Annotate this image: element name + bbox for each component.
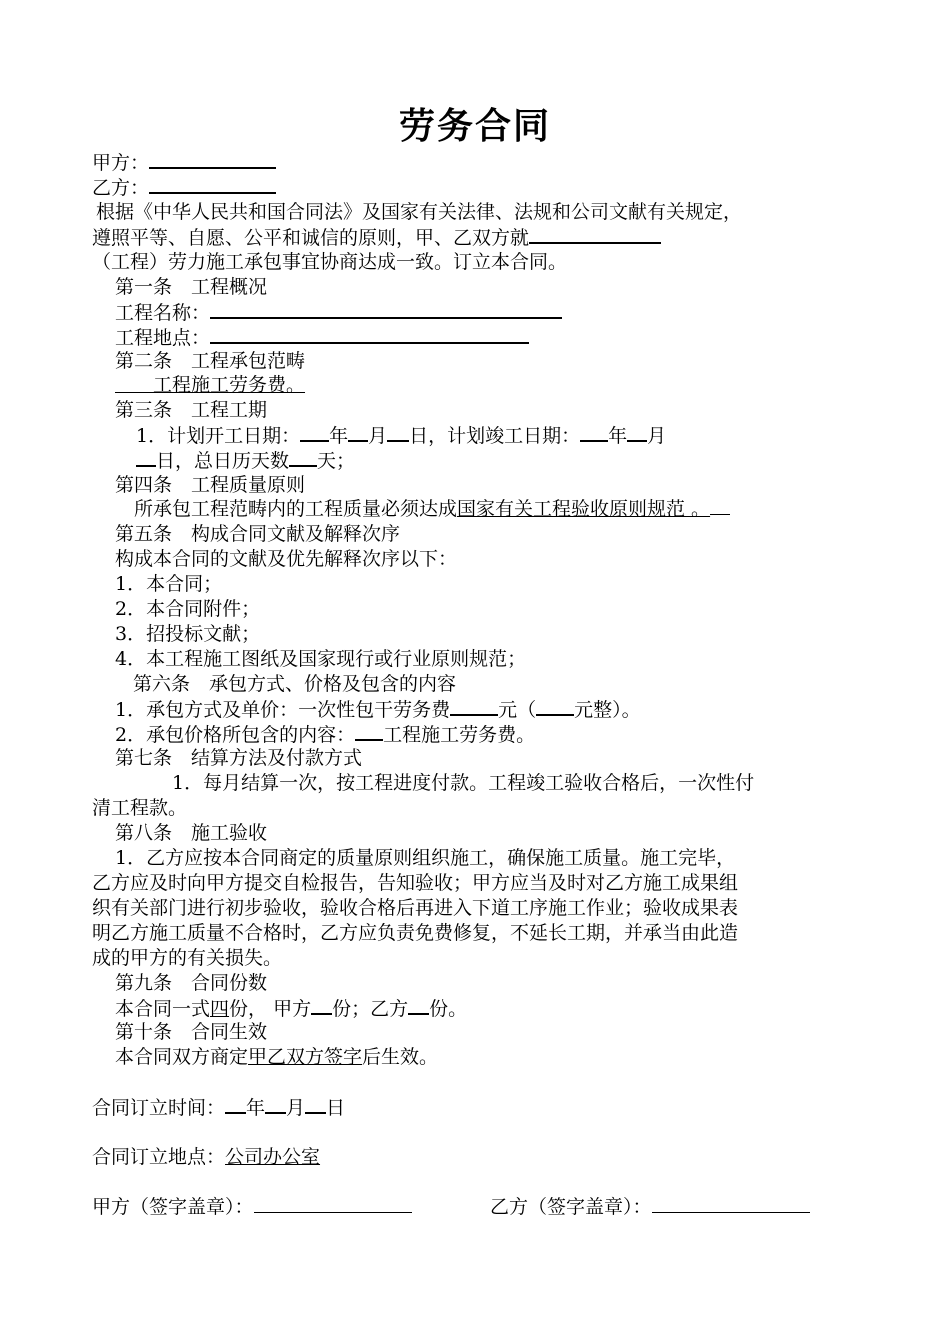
- days-unit: 天；: [317, 450, 356, 472]
- party-a-blank: [149, 150, 276, 169]
- article-5-intro: 构成本合同的文献及优先解释次序以下：: [115, 548, 458, 570]
- end-year-label: 年: [608, 425, 628, 447]
- price-content-label: 2．承包价格所包含的内容：: [115, 724, 356, 746]
- price-content-value: 工程施工劳务费。: [383, 724, 536, 746]
- signing-date-label: 合同订立时间：: [92, 1097, 226, 1119]
- month-label: 月: [368, 425, 388, 447]
- end-month-blank: [627, 423, 647, 442]
- party-a-copies-blank: [311, 996, 332, 1015]
- article-1-heading: 第一条 工程概况: [115, 276, 268, 298]
- party-b-blank: [149, 175, 276, 194]
- party-a-signature-blank: [254, 1195, 412, 1213]
- copies-label: 本合同一式: [115, 998, 211, 1020]
- acceptance-line: 明乙方施工质量不合格时，乙方应负责免费修复，不延长工期，并承当由此造: [92, 922, 739, 944]
- party-a-line: [92, 150, 276, 175]
- start-year-blank: [300, 423, 329, 442]
- acceptance-line: 织有关部门进行初步验收，验收合格后再进入下道工序施工作业；验收成果表: [92, 897, 739, 919]
- signing-year-blank: [225, 1095, 246, 1114]
- signing-day-label: 日: [326, 1097, 346, 1119]
- quality-trailing-blank: [710, 497, 730, 515]
- intro-line-1: 根据《中华人民共和国合同法》及国家有关法律、法规和公司文献有关规定，: [96, 201, 743, 223]
- project-place-label: 工程地点：: [115, 327, 211, 349]
- yuan-whole-label: 元整）。: [574, 699, 641, 721]
- signing-place-line: [92, 1145, 320, 1170]
- article-5-heading: 第五条 构成合同文献及解释次序: [115, 523, 401, 545]
- article-10-heading: 第十条 合同生效: [115, 1021, 268, 1043]
- schedule-start-label: 1．计划开工日期：: [136, 425, 301, 447]
- party-a-signature: [92, 1195, 412, 1220]
- signing-year-label: 年: [246, 1097, 266, 1119]
- schedule-line-2: [136, 448, 355, 473]
- intro-line-2: [92, 225, 661, 250]
- signing-month-blank: [265, 1095, 286, 1114]
- total-days-blank: [289, 448, 317, 467]
- end-year-blank: [580, 423, 608, 442]
- list-item: 1．本合同；: [115, 573, 223, 595]
- signing-day-blank: [305, 1095, 326, 1114]
- lump-sum-label: 1．承包方式及单价：一次性包干劳务费: [115, 699, 451, 721]
- article-2-content: 工程施工劳务费。: [115, 374, 306, 396]
- project-name-label: 工程名称：: [115, 302, 211, 324]
- party-a-label: 甲方：: [92, 152, 150, 174]
- quality-standard-value: 国家有关工程验收原则规范 。: [457, 498, 711, 520]
- start-month-blank: [348, 423, 368, 442]
- copies-end: 份。: [429, 998, 468, 1020]
- intro-line-2-text: 遵照平等、自愿、公平和诚信的原则，甲、乙双方就: [92, 227, 530, 249]
- amount-words-blank: [536, 697, 574, 716]
- acceptance-line: 1．乙方应按本合同商定的质量原则组织施工，确保施工质量。施工完毕，: [115, 847, 736, 869]
- end-month-label: 月: [647, 425, 667, 447]
- article-4-heading: 第四条 工程质量原则: [115, 474, 306, 496]
- article-8-heading: 第八条 施工验收: [115, 822, 268, 844]
- quality-standard-line: [134, 497, 730, 522]
- total-days-label: 日，总日历天数: [156, 450, 290, 472]
- start-day-blank: [387, 423, 409, 442]
- quality-standard-text: 所承包工程范畴内的工程质量必须达成: [134, 498, 458, 520]
- copies-count: 四: [210, 998, 230, 1020]
- yuan-label: 元（: [498, 699, 537, 721]
- schedule-line-1: [136, 423, 666, 448]
- party-b-signature-label: 乙方（签字盖章）：: [490, 1196, 652, 1218]
- project-name-blank: [210, 300, 562, 319]
- payment-line-2: 清工程款。: [92, 797, 188, 819]
- price-content-blank: [355, 722, 383, 741]
- end-day-blank: [136, 448, 156, 467]
- project-place-blank: [210, 325, 529, 344]
- signing-place-label: 合同订立地点：: [92, 1146, 226, 1168]
- signing-date-line: [92, 1095, 345, 1120]
- effective-condition: 甲乙双方签字: [248, 1046, 363, 1068]
- project-blank: [529, 225, 661, 244]
- party-a-copies-label: 份， 甲方: [229, 998, 312, 1020]
- copies-line: [115, 996, 467, 1021]
- list-item: 2．本合同附件；: [115, 598, 261, 620]
- signing-month-label: 月: [286, 1097, 306, 1119]
- article-7-heading: 第七条 结算方法及付款方式: [115, 747, 363, 769]
- party-a-signature-label: 甲方（签字盖章）：: [92, 1196, 254, 1218]
- price-line-2: [115, 722, 535, 747]
- article-9-heading: 第九条 合同份数: [115, 972, 268, 994]
- price-line-1: [115, 697, 641, 722]
- party-b-signature: [490, 1195, 810, 1220]
- party-b-signature-blank: [652, 1195, 810, 1213]
- acceptance-line: 成的甲方的有关损失。: [92, 947, 283, 969]
- article-2-heading: 第二条 工程承包范畴: [115, 350, 306, 372]
- article-6-heading: 第六条 承包方式、价格及包含的内容: [133, 673, 457, 695]
- article-3-heading: 第三条 工程工期: [115, 399, 268, 421]
- party-b-copies-blank: [408, 996, 429, 1015]
- effective-line: [115, 1045, 438, 1070]
- list-item: 3．招投标文献；: [115, 623, 261, 645]
- acceptance-line: 乙方应及时向甲方提交自检报告，告知验收；甲方应当及时对乙方施工成果组: [92, 872, 739, 894]
- effective-label: 本合同双方商定: [115, 1046, 249, 1068]
- party-b-copies-label: 份；乙方: [332, 998, 409, 1020]
- effective-end: 后生效。: [362, 1046, 439, 1068]
- project-name-line: [115, 300, 562, 325]
- party-b-line: [92, 175, 276, 200]
- list-item: 4．本工程施工图纸及国家现行或行业原则规范；: [115, 648, 527, 670]
- year-label: 年: [329, 425, 349, 447]
- intro-line-3: （工程）劳力施工承包事宜协商达成一致。订立本合同。: [92, 251, 568, 273]
- lump-sum-blank: [450, 697, 498, 716]
- document-title: 劳务合同: [398, 106, 551, 147]
- payment-line-1: 1．每月结算一次，按工程进度付款。工程竣工验收合格后，一次性付: [172, 772, 755, 794]
- party-b-label: 乙方：: [92, 177, 150, 199]
- project-place-line: [115, 325, 529, 350]
- signing-place-value: 公司办公室: [225, 1146, 321, 1168]
- schedule-end-label: 日，计划竣工日期：: [409, 425, 581, 447]
